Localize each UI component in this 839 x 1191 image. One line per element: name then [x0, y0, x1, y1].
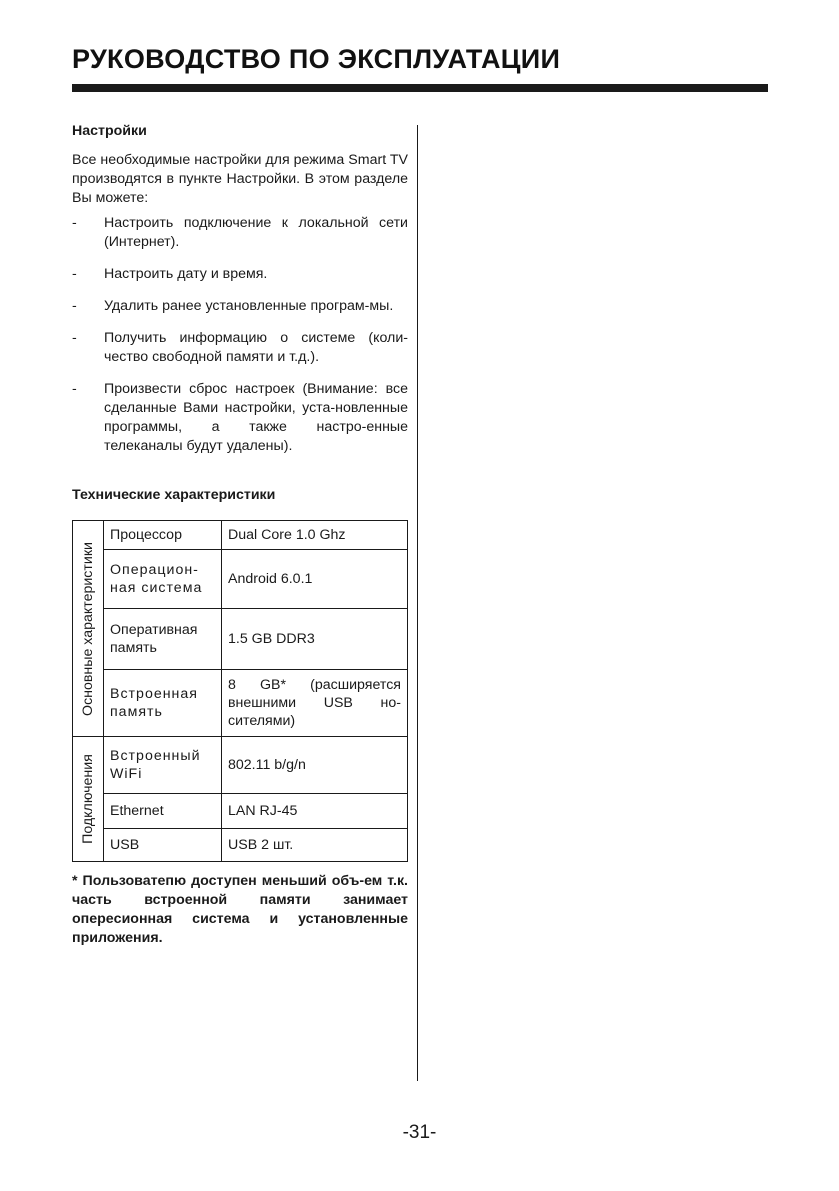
value-cell: 8 GB* (расширяется внешними USB но-сителями) — [222, 670, 408, 737]
table-row — [73, 550, 408, 609]
value-cell: 1.5 GB DDR3 — [222, 609, 408, 670]
list-item — [72, 297, 408, 316]
settings-list — [72, 214, 408, 456]
value-cell: Android 6.0.1 — [222, 550, 408, 609]
param-cell: Ethernet — [104, 794, 222, 829]
group-cell-connections — [73, 737, 104, 862]
left-column — [72, 122, 408, 962]
table-row — [73, 737, 408, 794]
param-cell: USB — [104, 829, 222, 862]
param-cell: Встроенный WiFi — [104, 737, 222, 794]
title-rule — [72, 84, 768, 92]
list-item-text: Произвести сброс настроек (Внимание: все сделанные Вами настройки, уста-новленные программы, а также настро-енные телеканалы будут удалены). — [104, 381, 408, 454]
value-cell: USB 2 шт. — [222, 829, 408, 862]
page-number: -31- — [402, 1122, 437, 1143]
group-label-connections: Подключения — [80, 754, 96, 844]
param-cell: Встроенная память — [104, 670, 222, 737]
bullet-dash: - — [72, 298, 77, 314]
list-item-text: Удалить ранее установленные програм-мы. — [104, 298, 394, 314]
settings-heading: Настройки — [72, 123, 147, 139]
table-row — [73, 521, 408, 550]
list-item — [72, 380, 408, 456]
list-item — [72, 265, 408, 284]
param-cell: Процессор — [104, 521, 222, 550]
specs-footnote: * Пользоватепю доступен меньший объ-ем т.к. часть встроенной памяти занимает оперecионная система и установленные приложения. — [72, 873, 408, 946]
bullet-dash: - — [72, 266, 77, 282]
group-label-main: Основные характеристики — [80, 541, 96, 716]
list-item — [72, 214, 408, 252]
list-item-text: Настроить подключение к локальной сети (Интернет). — [104, 215, 408, 250]
list-item-text: Получить информацию о системе (коли-чество свободной памяти и т.д.). — [104, 330, 408, 365]
bullet-dash: - — [72, 381, 77, 397]
value-cell: Dual Core 1.0 Ghz — [222, 521, 408, 550]
table-row — [73, 794, 408, 829]
value-cell: 802.11 b/g/n — [222, 737, 408, 794]
bullet-dash: - — [72, 330, 77, 346]
table-row — [73, 670, 408, 737]
group-cell-main — [73, 521, 104, 737]
settings-intro: Все необходимые настройки для режима Smart TV производятся в пункте Настройки. В этом разделе Вы можете: — [72, 152, 408, 206]
value-cell: LAN RJ-45 — [222, 794, 408, 829]
list-item-text: Настроить дату и время. — [104, 266, 268, 282]
specs-heading: Технические характеристики — [72, 487, 276, 503]
list-item — [72, 329, 408, 367]
param-cell: Оперативная память — [104, 609, 222, 670]
column-divider — [417, 125, 418, 1081]
bullet-dash: - — [72, 215, 77, 231]
page-title: РУКОВОДСТВО ПО ЭКСПЛУАТАЦИИ — [72, 44, 561, 74]
table-row — [73, 609, 408, 670]
param-cell: Операцион-ная система — [104, 550, 222, 609]
specs-table — [72, 520, 408, 862]
table-row — [73, 829, 408, 862]
